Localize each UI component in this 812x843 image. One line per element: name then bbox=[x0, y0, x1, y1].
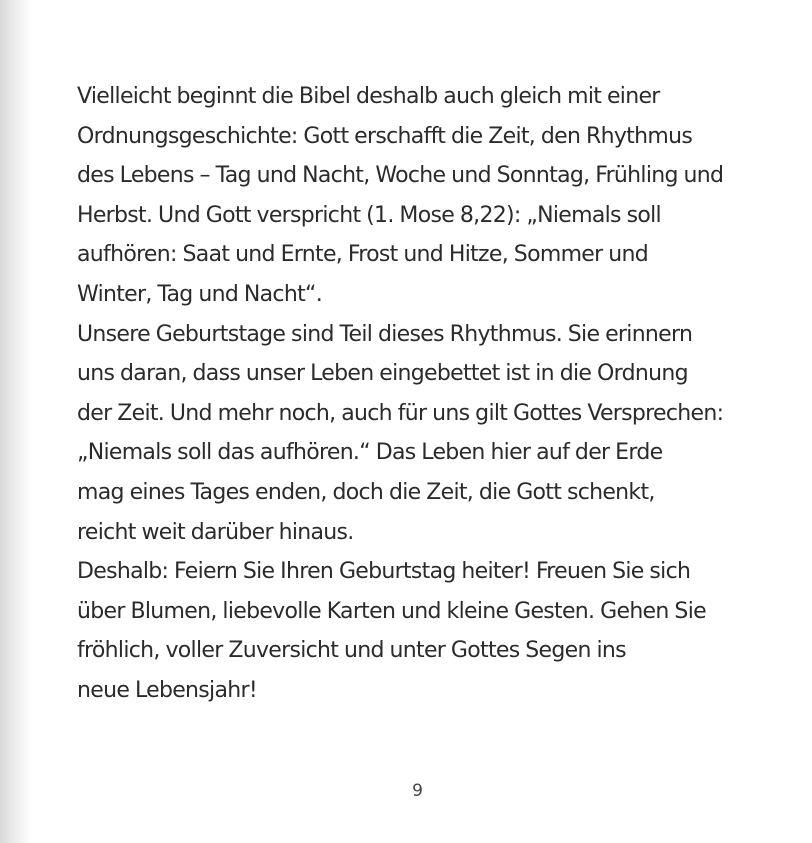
text-line: Deshalb: Feiern Sie Ihren Geburtstag heiter! Freuen Sie sich bbox=[77, 559, 691, 585]
text-line: über Blumen, liebevolle Karten und kleine Gesten. Gehen Sie bbox=[77, 598, 706, 624]
text-line: Vielleicht beginnt die Bibel deshalb auch gleich mit einer bbox=[77, 84, 660, 109]
text-line: neue Lebensjahr! bbox=[77, 677, 257, 703]
body-text bbox=[77, 77, 777, 711]
text-line: fröhlich, voller Zuversicht und unter Gottes Segen ins bbox=[77, 638, 626, 664]
paragraph-2 bbox=[77, 315, 777, 553]
text-line: des Lebens – Tag und Nacht, Woche und Sonntag, Frühling und bbox=[77, 163, 724, 189]
text-line: der Zeit. Und mehr noch, auch für uns gilt Gottes Versprechen: bbox=[77, 400, 724, 426]
page-number: 9 bbox=[412, 781, 423, 801]
text-line: uns daran, dass unser Leben eingebettet ist in die Ordnung bbox=[77, 361, 688, 387]
paragraph-1 bbox=[77, 77, 777, 315]
text-line: Unsere Geburtstage sind Teil dieses Rhythmus. Sie erinnern bbox=[77, 321, 693, 347]
text-line: reicht weit darüber hinaus. bbox=[77, 519, 354, 545]
text-line: mag eines Tages enden, doch die Zeit, die Gott schenkt, bbox=[77, 479, 655, 505]
text-line: Herbst. Und Gott verspricht (1. Mose 8,22): „Niemals soll bbox=[77, 202, 661, 228]
text-line: Winter, Tag und Nacht“. bbox=[77, 281, 322, 307]
text-line: „Niemals soll das aufhören.“ Das Leben hier auf der Erde bbox=[77, 440, 663, 466]
page-gutter-shadow bbox=[0, 0, 32, 843]
text-line: aufhören: Saat und Ernte, Frost und Hitze, Sommer und bbox=[77, 242, 649, 268]
paragraph-3 bbox=[77, 552, 777, 710]
text-line: Ordnungsgeschichte: Gott erschafft die Zeit, den Rhythmus bbox=[77, 123, 693, 149]
